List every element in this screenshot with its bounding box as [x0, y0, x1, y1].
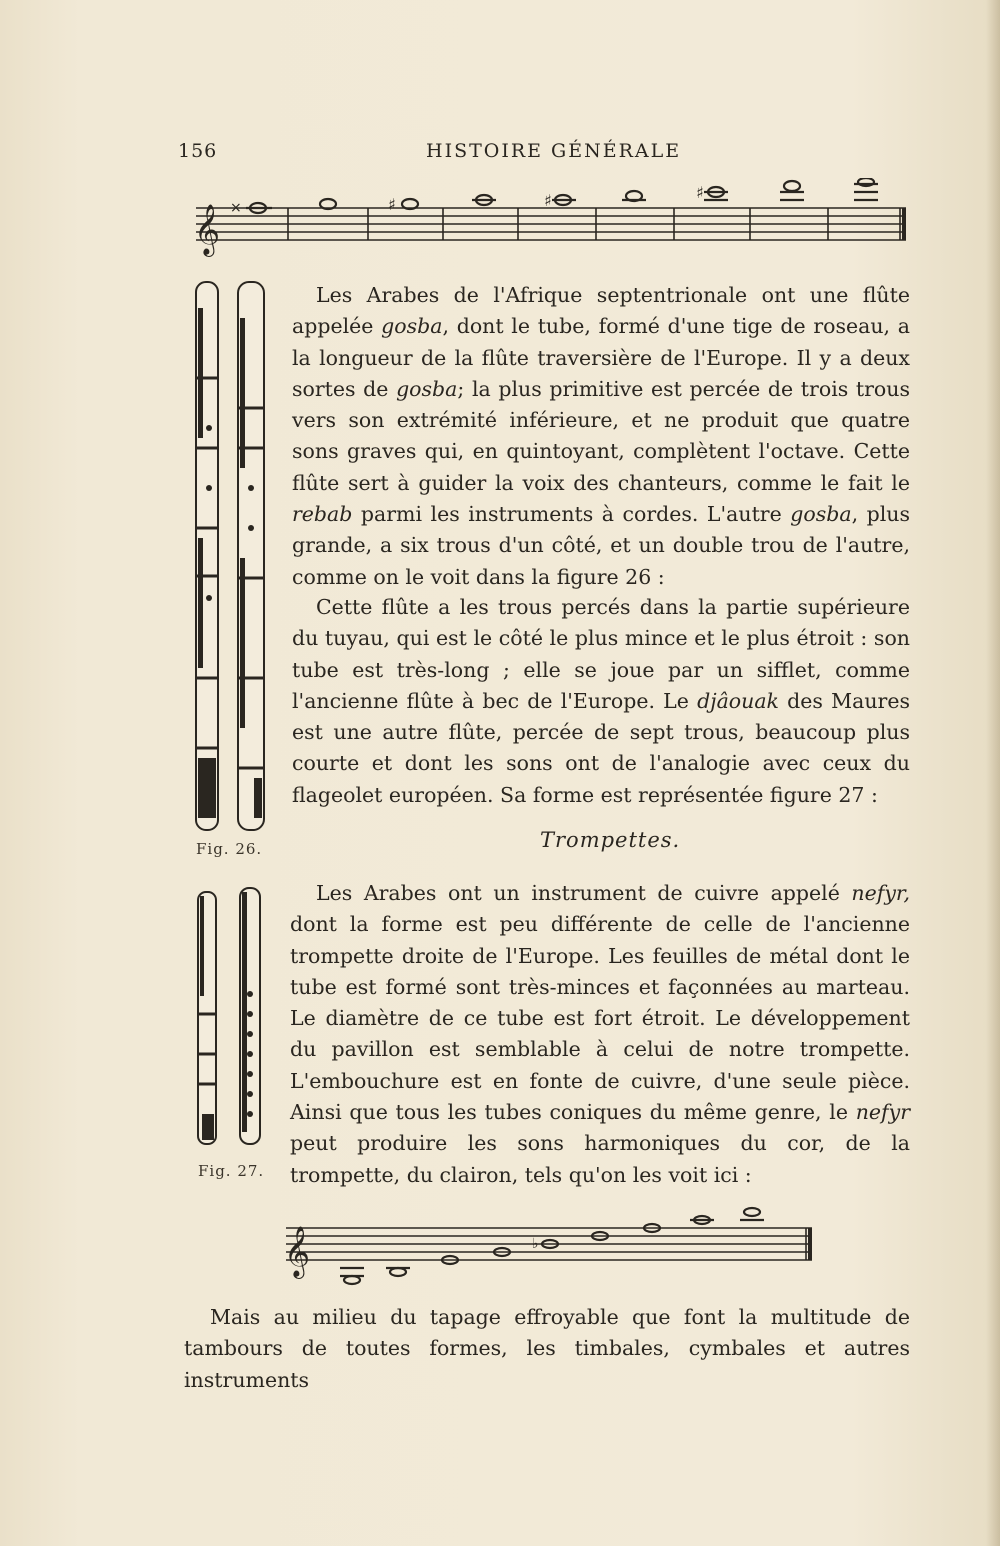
figure-26-caption: Fig. 26.: [196, 840, 263, 858]
running-title: HISTOIRE GÉNÉRALE: [426, 140, 682, 162]
figure-27-djaouak-flutes: [194, 884, 274, 1158]
svg-text:♯: ♯: [388, 195, 396, 214]
page-number: 156: [178, 140, 218, 162]
svg-text:♭: ♭: [532, 1236, 539, 1252]
svg-text:♯: ♯: [696, 183, 704, 202]
paragraph-djaouak: Cette flûte a les trous percés dans la partie supérieure du tuyau, qui est le côté le plus mince et le plus étroit : son tube est très-long ; elle se joue par un sifflet, comme l'ancienne flûte à bec de l'Europe. Le djâouak des Maures est une autre flûte, percée de sept trous, beaucoup plus courte et dont les sons ont de l'analogie avec ceux du flageolet européen. Sa forme est représentée figure 27 :: [292, 595, 910, 807]
svg-text:×: ×: [230, 200, 242, 216]
page-header: [178, 140, 908, 170]
figure-26-gosba-flutes: [190, 278, 280, 842]
section-title-trompettes: Trompettes.: [540, 828, 681, 852]
paragraph-gosba: Les Arabes de l'Afrique septentrionale ont une flûte appelée gosba, dont le tube, formé d'une tige de roseau, a la longueur de la flûte traversière de l'Europe. Il y a deux sortes de gosba; la plus primitive est percée de trois trous vers son extrémité inférieure, et ne produit que quatre sons graves qui, en quintoyant, complètent l'octave. Cette flûte sert à guider la voix des chanteurs, comme le fait le rebab parmi les instruments à cordes. L'autre gosba, plus grande, a six trous d'un côté, et un double trou de l'autre, comme on le voit dans la figure 26 :: [292, 283, 911, 589]
music-staff-top: [188, 178, 910, 258]
music-staff-harmonics: [282, 1206, 822, 1286]
page-edge-shadow: [986, 0, 1000, 1546]
treble-clef-icon: 𝄞: [284, 1226, 311, 1277]
paragraph-nefyr: Les Arabes ont un instrument de cuivre appelé nefyr, dont la forme est peu différente de celle de l'ancienne trompette droite de l'Europe. Les feuilles de métal dont le tube est formé sont très-minces et façonnées au marteau. Le diamètre de ce tube est fort étroit. Le développement du pavillon est semblable à celui de notre trompette. L'embouchure est en fonte de cuivre, d'une seule pièce. Ainsi que tous les tubes coniques du même genre, le nefyr peut produire les sons harmoniques du cor, de la trompette, du clairon, tels qu'on les voit ici :: [290, 881, 910, 1187]
treble-clef-icon: 𝄞: [194, 204, 221, 255]
paragraph-tambours: Mais au milieu du tapage effroyable que font la multitude de tambours de toutes formes, les timbales, cymbales et autres instruments: [184, 1305, 910, 1392]
svg-text:♯: ♯: [544, 191, 552, 210]
figure-27-caption: Fig. 27.: [198, 1162, 265, 1180]
